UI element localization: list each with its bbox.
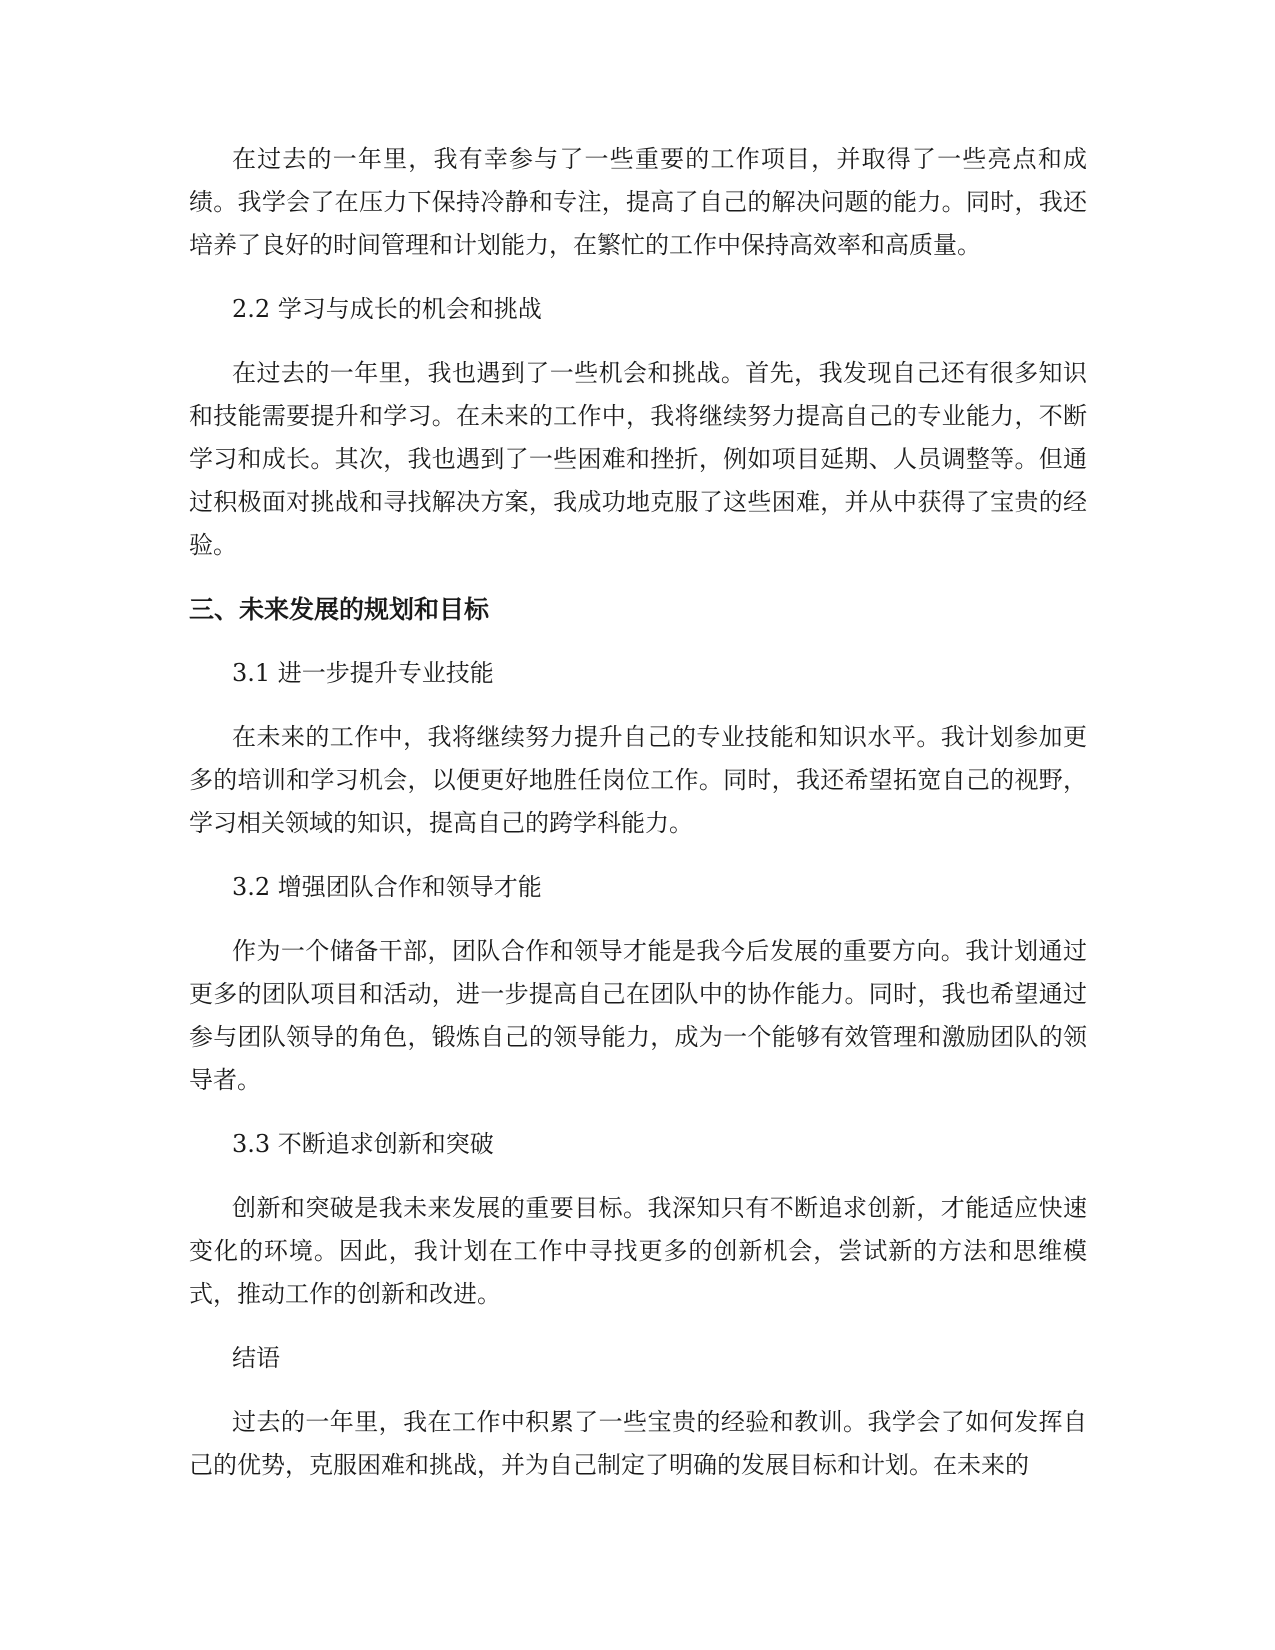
paragraph-teamwork-leadership: 作为一个储备干部，团队合作和领导才能是我今后发展的重要方向。我计划通过更多的团队项目和活动，进一步提高自己在团队中的协作能力。同时，我也希望通过参与团队领导的角色，锻炼自己的领导能力，成为一个能够有效管理和激励团队的领导者。 xyxy=(189,937,1087,1094)
paragraph-work-achievements: 在过去的一年里，我有幸参与了一些重要的工作项目，并取得了一些亮点和成绩。我学会了在压力下保持冷静和专注，提高了自己的解决问题的能力。同时，我还培养了良好的时间管理和计划能力，在繁忙的工作中保持高效率和高质量。 xyxy=(189,145,1087,259)
subheading-3-2: 3.2 增强团队合作和领导才能 xyxy=(232,873,542,901)
subheading-3-3: 3.3 不断追求创新和突破 xyxy=(232,1130,494,1158)
section-heading-3: 三、未来发展的规划和目标 xyxy=(189,595,490,624)
paragraph-professional-skills: 在未来的工作中，我将继续努力提升自己的专业技能和知识水平。我计划参加更多的培训和学习机会，以便更好地胜任岗位工作。同时，我还希望拓宽自己的视野，学习相关领域的知识，提高自己的跨学科能力。 xyxy=(189,723,1087,837)
paragraph-opportunities-challenges: 在过去的一年里，我也遇到了一些机会和挑战。首先，我发现自己还有很多知识和技能需要提升和学习。在未来的工作中，我将继续努力提高自己的专业能力，不断学习和成长。其次，我也遇到了一些困难和挫折，例如项目延期、人员调整等。但通过积极面对挑战和寻找解决方案，我成功地克服了这些困难，并从中获得了宝贵的经验。 xyxy=(189,359,1087,559)
paragraph-innovation: 创新和突破是我未来发展的重要目标。我深知只有不断追求创新，才能适应快速变化的环境。因此，我计划在工作中寻找更多的创新机会，尝试新的方法和思维模式，推动工作的创新和改进。 xyxy=(189,1194,1087,1308)
subheading-3-1: 3.1 进一步提升专业技能 xyxy=(232,659,494,687)
subheading-conclusion: 结语 xyxy=(232,1344,280,1372)
document-body xyxy=(189,138,1087,1508)
subheading-2-2: 2.2 学习与成长的机会和挑战 xyxy=(232,295,542,323)
paragraph-conclusion: 过去的一年里，我在工作中积累了一些宝贵的经验和教训。我学会了如何发挥自己的优势，克服困难和挑战，并为自己制定了明确的发展目标和计划。在未来的 xyxy=(189,1408,1087,1479)
